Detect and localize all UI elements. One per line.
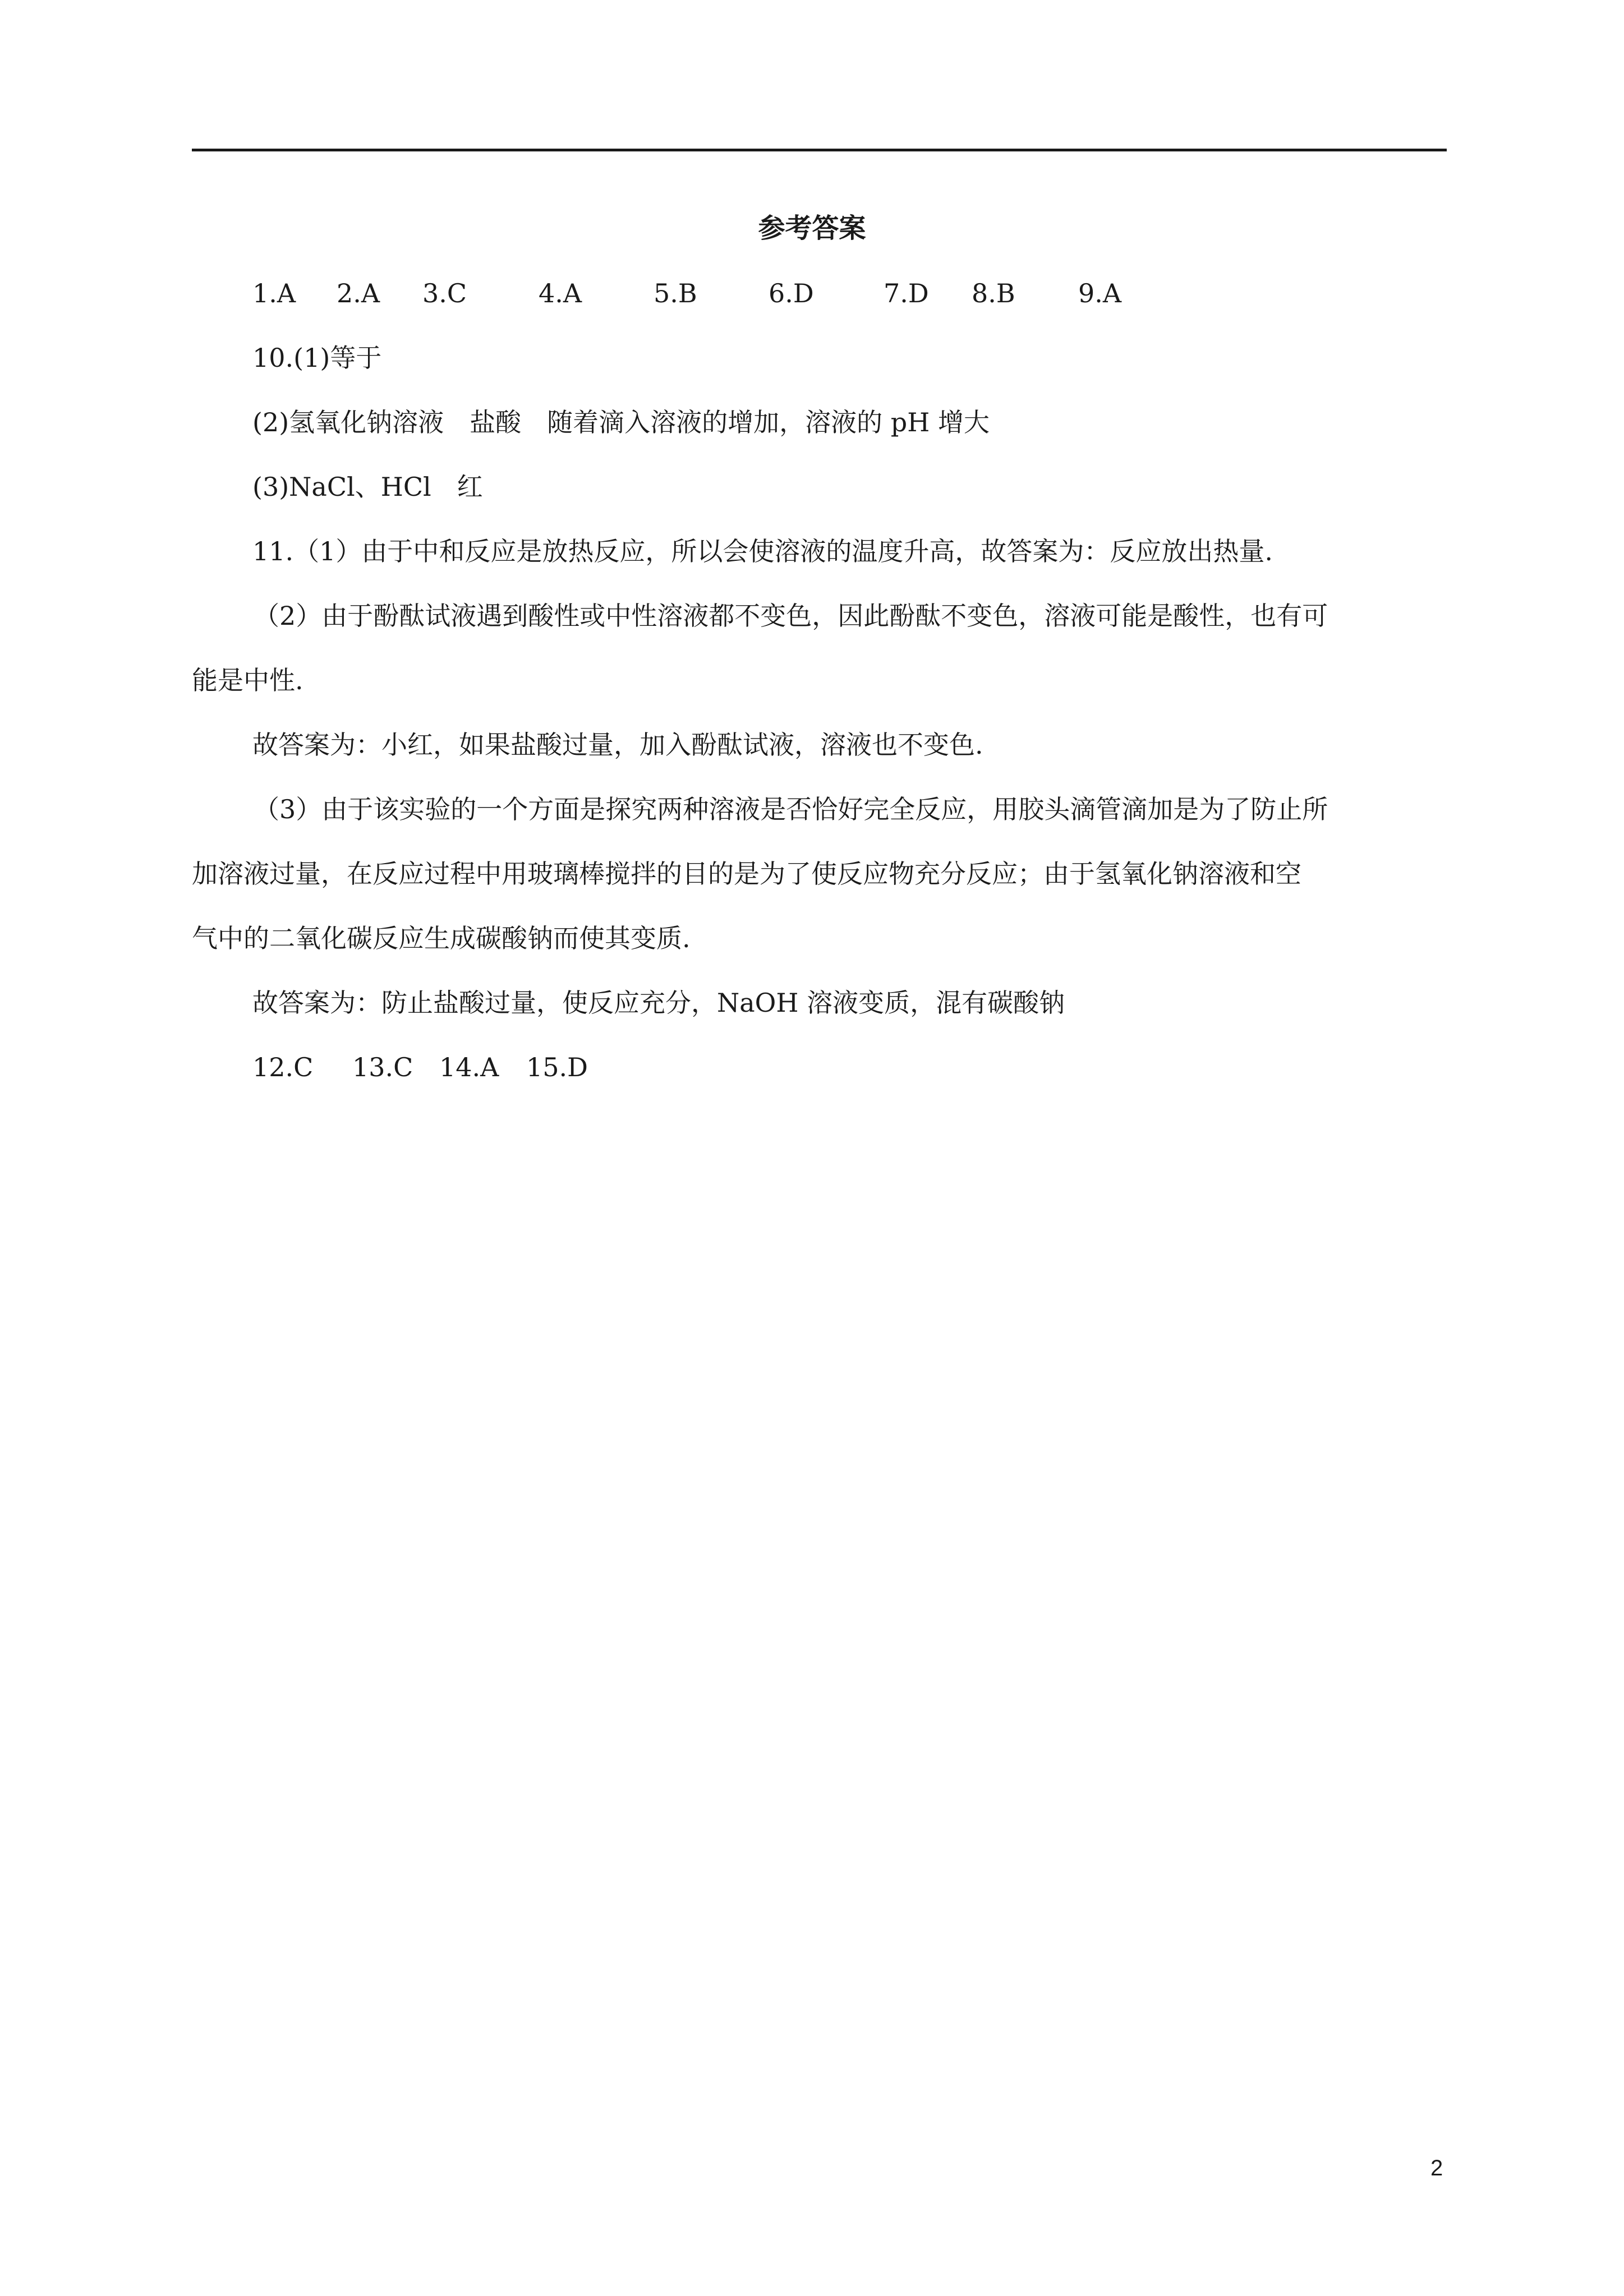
- q10-part2: (2)氢氧化钠溶液 盐酸 随着滴入溶液的增加，溶液的 pH 增大: [252, 407, 990, 437]
- q11-part1: 11.（1）由于中和反应是放热反应，所以会使溶液的温度升高，故答案为：反应放出热量.: [252, 536, 1273, 566]
- answer-item: 4.A: [539, 278, 582, 308]
- answer-item: 15.D: [526, 1052, 588, 1082]
- page-title: 参考答案: [758, 213, 866, 244]
- q10-part3: (3)NaCl、HCl 红: [252, 472, 483, 502]
- q11-part2-line1: （2）由于酚酞试液遇到酸性或中性溶液都不变色，因此酚酞不变色，溶液可能是酸性，也有可: [254, 601, 1328, 631]
- answers-row-1: [252, 274, 1121, 313]
- answer-item: 7.D: [884, 278, 929, 308]
- q11-part2-line2: 能是中性.: [192, 665, 303, 695]
- q10-part1: 10.(1)等于: [252, 343, 382, 373]
- answer-item: 3.C: [422, 278, 467, 308]
- q11-part3-line1: （3）由于该实验的一个方面是探究两种溶液是否恰好完全反应，用胶头滴管滴加是为了防止所: [254, 794, 1328, 824]
- answer-item: 12.C: [252, 1052, 314, 1082]
- answer-item: 14.A: [439, 1052, 499, 1082]
- q11-part3-line2: 加溶液过量，在反应过程中用玻璃棒搅拌的目的是为了使反应物充分反应；由于氢氧化钠溶液和空: [192, 859, 1301, 889]
- answers-row-2: [252, 1048, 588, 1087]
- q11-part3-line3: 气中的二氧化碳反应生成碳酸钠而使其变质.: [192, 923, 691, 953]
- header-rule: [192, 149, 1447, 151]
- answer-item: 8.B: [972, 278, 1015, 308]
- answer-item: 5.B: [654, 278, 697, 308]
- answer-item: 9.A: [1078, 278, 1122, 308]
- q11-answer-1: 故答案为：小红，如果盐酸过量，加入酚酞试液，溶液也不变色.: [252, 730, 983, 760]
- q11-answer-2: 故答案为：防止盐酸过量，使反应充分，NaOH 溶液变质，混有碳酸钠: [252, 988, 1065, 1018]
- answer-item: 1.A: [252, 278, 296, 308]
- answer-item: 6.D: [769, 278, 814, 308]
- answer-item: 2.A: [337, 278, 380, 308]
- page-number: 2: [1430, 2156, 1443, 2180]
- answer-item: 13.C: [352, 1052, 413, 1082]
